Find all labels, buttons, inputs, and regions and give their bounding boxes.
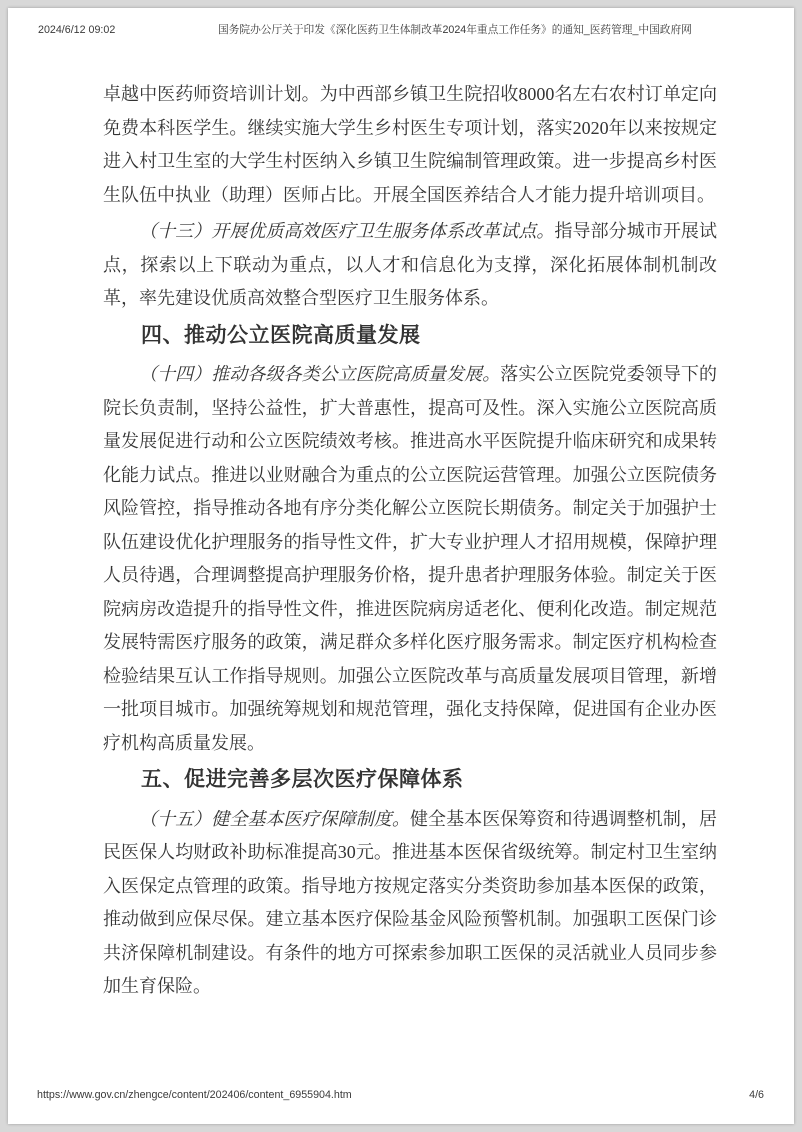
document-page <box>8 8 794 1124</box>
document-body <box>103 78 717 1007</box>
paragraph-item-14 <box>103 358 717 760</box>
paragraph-text: 卓越中医药师资培训计划。为中西部乡镇卫生院招收8000名左右农村订单定向免费本科医学生。继续实施大学生乡村医生专项计划，落实2020年以来按规定进入村卫生室的大学生村医纳入乡镇卫生院编制管理政策。进一步提高乡村医生队伍中执业（助理）医师占比。开展全国医养结合人才能力提升培训项目。 <box>103 84 717 205</box>
paragraph-item-13 <box>103 215 717 316</box>
print-footer-page-number: 4/6 <box>749 1089 764 1101</box>
section-heading-4: 四、推动公立医院高质量发展 <box>141 322 421 347</box>
paragraph-lead-kai: （十三）开展优质高效医疗卫生服务体系改革试点。 <box>139 221 555 241</box>
print-header-title: 国务院办公厅关于印发《深化医药卫生体制改革2024年重点工作任务》的通知_医药管理_中国政府网 <box>218 24 692 36</box>
paragraph-text: 健全基本医保筹资和待遇调整机制，居民医保人均财政补助标准提高30元。推进基本医保省级统筹。制定村卫生室纳入医保定点管理的政策。指导地方按规定落实分类资助参加基本医保的政策，推动做到应保尽保。建立基本医疗保险基金风险预警机制。加强职工医保门诊共济保障机制建设。有条件的地方可探索参加职工医保的灵活就业人员同步参加生育保险。 <box>103 808 717 996</box>
print-footer-url: https://www.gov.cn/zhengce/content/202406/content_6955904.htm <box>37 1089 352 1101</box>
paragraph-item-15 <box>103 803 717 1004</box>
paragraph-text: 落实公立医院党委领导下的院长负责制，坚持公益性，扩大普惠性，提高可及性。深入实施公立医院高质量发展促进行动和公立医院绩效考核。推进高水平医院提升临床研究和成果转化能力试点。推进以业财融合为重点的公立医院运营管理。加强公立医院债务风险管控，指导推动各地有序分类化解公立医院长期债务。制定关于加强护士队伍建设优化护理服务的指导性文件，扩大专业护理人才招用规模，保障护理人员待遇，合理调整提高护理服务价格，提升患者护理服务体验。制定关于医院病房改造提升的指导性文件，推进医院病房适老化、便利化改造。制定规范发展特需医疗服务的政策，满足群众多样化医疗服务需求。制定医疗机构检查检验结果互认工作指导规则。加强公立医院改革与高质量发展项目管理，新增一批项目城市。加强统筹规划和规范管理，强化支持保障，促进国有企业办医疗机构高质量发展。 <box>103 364 718 753</box>
paragraph-lead-kai: （十五）健全基本医疗保障制度。 <box>139 808 410 829</box>
section-heading-5: 五、促进完善多层次医疗保障体系 <box>141 767 464 791</box>
paragraph-continued <box>103 78 717 212</box>
paragraph-lead-kai: （十四）推动各级各类公立医院高质量发展。 <box>139 364 501 384</box>
paragraph-text: 指导部分城市开展试点，探索以上下联动为重点，以人才和信息化为支撑，深化拓展体制机制改革，率先建设优质高效整合型医疗卫生服务体系。 <box>103 221 717 308</box>
print-header-datetime: 2024/6/12 09:02 <box>38 24 116 36</box>
